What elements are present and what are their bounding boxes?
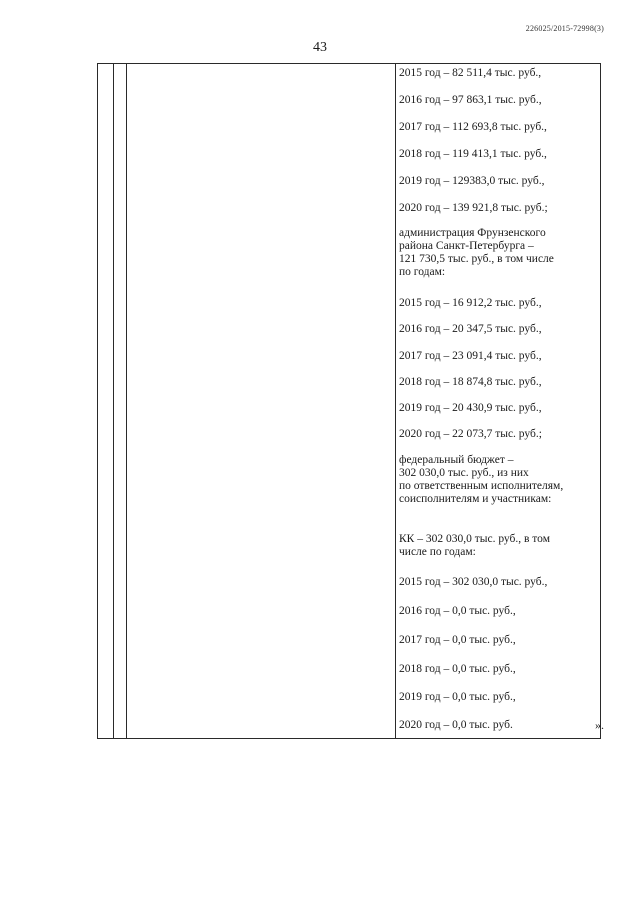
- kk-line-1: КК – 302 030,0 тыс. руб., в том: [399, 533, 550, 545]
- budget-table: [97, 63, 601, 739]
- year-line-2017-c: 2017 год – 0,0 тыс. руб.,: [399, 634, 516, 646]
- table-bottom-border: [97, 738, 601, 739]
- admin-line-3: 121 730,5 тыс. руб., в том числе: [399, 253, 554, 265]
- table-top-border: [97, 63, 601, 64]
- year-line-2018-b: 2018 год – 18 874,8 тыс. руб.,: [399, 376, 542, 388]
- column-divider-3: [395, 63, 396, 739]
- year-line-2018-a: 2018 год – 119 413,1 тыс. руб.,: [399, 148, 547, 160]
- admin-line-1: администрация Фрунзенского: [399, 227, 546, 239]
- closing-quote: ».: [595, 718, 604, 732]
- year-line-2015-c: 2015 год – 302 030,0 тыс. руб.,: [399, 576, 548, 588]
- kk-line-2: числе по годам:: [399, 546, 476, 558]
- year-line-2017-a: 2017 год – 112 693,8 тыс. руб.,: [399, 121, 547, 133]
- page-number: 43: [313, 40, 327, 55]
- table-right-border: [600, 63, 601, 739]
- year-line-2019-a: 2019 год – 129383,0 тыс. руб.,: [399, 175, 545, 187]
- federal-line-1: федеральный бюджет –: [399, 454, 514, 466]
- year-line-2019-c: 2019 год – 0,0 тыс. руб.,: [399, 691, 516, 703]
- federal-line-4: соисполнителям и участникам:: [399, 493, 552, 505]
- year-line-2019-b: 2019 год – 20 430,9 тыс. руб.,: [399, 402, 542, 414]
- year-line-2017-b: 2017 год – 23 091,4 тыс. руб.,: [399, 350, 542, 362]
- column-divider-1: [113, 63, 114, 739]
- year-line-2015-b: 2015 год – 16 912,2 тыс. руб.,: [399, 297, 542, 309]
- year-line-2015-a: 2015 год – 82 511,4 тыс. руб.,: [399, 67, 542, 79]
- year-line-2016-b: 2016 год – 20 347,5 тыс. руб.,: [399, 323, 542, 335]
- federal-line-3: по ответственным исполнителям,: [399, 480, 564, 492]
- year-line-2018-c: 2018 год – 0,0 тыс. руб.,: [399, 663, 516, 675]
- year-line-2020-c: 2020 год – 0,0 тыс. руб.: [399, 719, 513, 731]
- federal-budget-paragraph: [399, 454, 599, 506]
- admin-frunzensky-paragraph: [399, 227, 599, 279]
- document-code: 226025/2015-72998(3): [525, 24, 604, 33]
- year-line-2016-a: 2016 год – 97 863,1 тыс. руб.,: [399, 94, 542, 106]
- year-line-2016-c: 2016 год – 0,0 тыс. руб.,: [399, 605, 516, 617]
- year-line-2020-a: 2020 год – 139 921,8 тыс. руб.;: [399, 202, 548, 214]
- admin-line-4: по годам:: [399, 266, 446, 278]
- federal-line-2: 302 030,0 тыс. руб., из них: [399, 467, 529, 479]
- year-line-2020-b: 2020 год – 22 073,7 тыс. руб.;: [399, 428, 542, 440]
- column-divider-2: [126, 63, 127, 739]
- table-left-border: [97, 63, 98, 739]
- admin-line-2: района Санкт-Петербурга –: [399, 240, 534, 252]
- kk-paragraph: [399, 533, 599, 559]
